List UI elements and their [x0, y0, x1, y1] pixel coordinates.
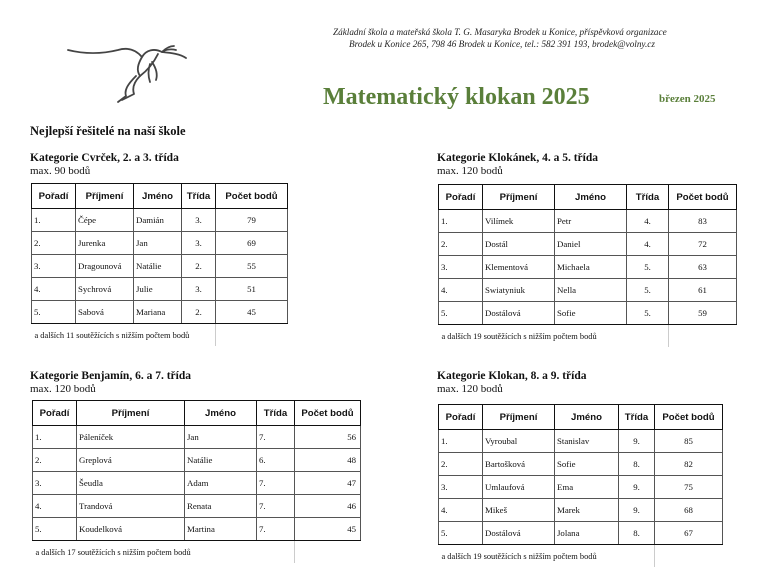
class-cell: 9. — [619, 499, 655, 522]
points-cell: 67 — [655, 522, 723, 545]
surname-cell: Klementová — [483, 256, 555, 279]
class-cell: 8. — [619, 453, 655, 476]
page-title: Matematický klokan 2025 — [323, 84, 590, 110]
note-row — [439, 325, 737, 348]
name-cell: Jan — [185, 426, 257, 449]
table-row — [32, 255, 288, 278]
school-name: Základní škola a mateřská škola T. G. Masaryka Brodek u Konice, příspěvková organizace — [333, 27, 667, 37]
rank-cell: 1. — [33, 426, 77, 449]
table-row — [33, 426, 361, 449]
table-row — [439, 476, 723, 499]
points-cell: 45 — [216, 301, 288, 324]
page-subtitle: Nejlepší řešitelé na naší škole — [30, 124, 186, 138]
surname-cell: Dostál — [483, 233, 555, 256]
col-name: Jméno — [555, 405, 619, 430]
col-rank: Pořadí — [33, 401, 77, 426]
more-participants-note: a dalších 17 soutěžících s nižším počtem bodů — [33, 541, 295, 564]
category-title: Kategorie Benjamín, 6. a 7. třída — [30, 370, 191, 382]
class-cell: 2. — [182, 301, 216, 324]
class-cell: 5. — [627, 279, 669, 302]
col-surname: Příjmení — [77, 401, 185, 426]
rank-cell: 2. — [439, 233, 483, 256]
name-cell: Natálie — [185, 449, 257, 472]
category-max: max. 90 bodů — [30, 165, 91, 177]
name-cell: Sofie — [555, 302, 627, 325]
points-cell: 63 — [669, 256, 737, 279]
class-cell: 6. — [257, 449, 295, 472]
name-cell: Natálie — [134, 255, 182, 278]
points-cell: 75 — [655, 476, 723, 499]
rank-cell: 2. — [439, 453, 483, 476]
class-cell: 9. — [619, 430, 655, 453]
name-cell: Sofie — [555, 453, 619, 476]
school-address: Brodek u Konice 265, 798 46 Brodek u Konice, tel.: 582 391 193, brodek@volny.cz — [349, 39, 655, 49]
results-table-klokan — [438, 404, 723, 567]
surname-cell: Mikeš — [483, 499, 555, 522]
class-cell: 9. — [619, 476, 655, 499]
points-cell: 82 — [655, 453, 723, 476]
name-cell: Michaela — [555, 256, 627, 279]
name-cell: Jolana — [555, 522, 619, 545]
name-cell: Petr — [555, 210, 627, 233]
rank-cell: 3. — [439, 476, 483, 499]
class-cell: 2. — [182, 255, 216, 278]
points-cell: 48 — [295, 449, 361, 472]
surname-cell: Čépe — [76, 209, 134, 232]
name-cell: Adam — [185, 472, 257, 495]
table-header — [439, 185, 737, 210]
name-cell: Jan — [134, 232, 182, 255]
rank-cell: 1. — [32, 209, 76, 232]
points-cell: 79 — [216, 209, 288, 232]
class-cell: 8. — [619, 522, 655, 545]
note-row — [439, 545, 723, 568]
rank-cell: 5. — [439, 302, 483, 325]
rank-cell: 3. — [33, 472, 77, 495]
table-row — [33, 518, 361, 541]
surname-cell: Vyroubal — [483, 430, 555, 453]
name-cell: Damián — [134, 209, 182, 232]
rank-cell: 5. — [33, 518, 77, 541]
surname-cell: Koudelková — [77, 518, 185, 541]
class-cell: 3. — [182, 232, 216, 255]
col-surname: Příjmení — [483, 185, 555, 210]
rank-cell: 2. — [33, 449, 77, 472]
more-participants-note: a dalších 19 soutěžících s nižším počtem bodů — [439, 325, 669, 348]
more-participants-note: a dalších 19 soutěžících s nižším počtem bodů — [439, 545, 655, 568]
class-cell: 7. — [257, 426, 295, 449]
page-date: březen 2025 — [659, 93, 716, 105]
rank-cell: 2. — [32, 232, 76, 255]
points-cell: 85 — [655, 430, 723, 453]
more-participants-note: a dalších 11 soutěžících s nižším počtem bodů — [32, 324, 216, 347]
table-row — [33, 472, 361, 495]
col-points: Počet bodů — [669, 185, 737, 210]
category-max: max. 120 bodů — [437, 165, 503, 177]
table-row — [439, 256, 737, 279]
table-row — [439, 233, 737, 256]
points-cell: 72 — [669, 233, 737, 256]
name-cell: Ema — [555, 476, 619, 499]
surname-cell: Šeudla — [77, 472, 185, 495]
surname-cell: Jurenka — [76, 232, 134, 255]
col-rank: Pořadí — [439, 185, 483, 210]
name-cell: Julie — [134, 278, 182, 301]
class-cell: 7. — [257, 472, 295, 495]
rank-cell: 4. — [32, 278, 76, 301]
table-row — [33, 449, 361, 472]
name-cell: Marek — [555, 499, 619, 522]
surname-cell: Bartošková — [483, 453, 555, 476]
category-title: Kategorie Klokánek, 4. a 5. třída — [437, 152, 598, 164]
col-class: Třída — [257, 401, 295, 426]
table-row — [32, 301, 288, 324]
col-name: Jméno — [185, 401, 257, 426]
points-cell: 59 — [669, 302, 737, 325]
category-title: Kategorie Cvrček, 2. a 3. třída — [30, 152, 179, 164]
rank-cell: 4. — [33, 495, 77, 518]
rank-cell: 5. — [439, 522, 483, 545]
name-cell: Nella — [555, 279, 627, 302]
col-rank: Pořadí — [439, 405, 483, 430]
surname-cell: Swiatyniuk — [483, 279, 555, 302]
surname-cell: Greplová — [77, 449, 185, 472]
table-row — [439, 522, 723, 545]
surname-cell: Vilímek — [483, 210, 555, 233]
rank-cell: 4. — [439, 279, 483, 302]
col-surname: Příjmení — [483, 405, 555, 430]
col-name: Jméno — [555, 185, 627, 210]
category-max: max. 120 bodů — [437, 383, 503, 395]
points-cell: 61 — [669, 279, 737, 302]
table-row — [439, 210, 737, 233]
note-row — [33, 541, 361, 564]
table-row — [439, 499, 723, 522]
col-points: Počet bodů — [295, 401, 361, 426]
surname-cell: Dostálová — [483, 302, 555, 325]
class-cell: 7. — [257, 518, 295, 541]
points-cell: 46 — [295, 495, 361, 518]
points-cell: 47 — [295, 472, 361, 495]
table-row — [439, 430, 723, 453]
col-class: Třída — [619, 405, 655, 430]
table-row — [439, 279, 737, 302]
table-row — [32, 232, 288, 255]
category-title: Kategorie Klokan, 8. a 9. třída — [437, 370, 587, 382]
kangaroo-logo-icon — [62, 40, 194, 104]
table-row — [33, 495, 361, 518]
class-cell: 4. — [627, 210, 669, 233]
class-cell: 7. — [257, 495, 295, 518]
table-header — [33, 401, 361, 426]
name-cell: Renata — [185, 495, 257, 518]
class-cell: 5. — [627, 302, 669, 325]
col-points: Počet bodů — [216, 184, 288, 209]
surname-cell: Páleníček — [77, 426, 185, 449]
col-rank: Pořadí — [32, 184, 76, 209]
surname-cell: Sychrová — [76, 278, 134, 301]
points-cell: 51 — [216, 278, 288, 301]
surname-cell: Dostálová — [483, 522, 555, 545]
name-cell: Daniel — [555, 233, 627, 256]
rank-cell: 3. — [439, 256, 483, 279]
points-cell: 45 — [295, 518, 361, 541]
surname-cell: Sabová — [76, 301, 134, 324]
surname-cell: Trandová — [77, 495, 185, 518]
category-max: max. 120 bodů — [30, 383, 96, 395]
rank-cell: 3. — [32, 255, 76, 278]
name-cell: Mariana — [134, 301, 182, 324]
col-name: Jméno — [134, 184, 182, 209]
name-cell: Martina — [185, 518, 257, 541]
points-cell: 68 — [655, 499, 723, 522]
results-table-cvrcek — [31, 183, 288, 346]
points-cell: 55 — [216, 255, 288, 278]
surname-cell: Dragounová — [76, 255, 134, 278]
points-cell: 69 — [216, 232, 288, 255]
col-surname: Příjmení — [76, 184, 134, 209]
class-cell: 3. — [182, 278, 216, 301]
results-table-klokanek — [438, 184, 737, 347]
rank-cell: 1. — [439, 210, 483, 233]
rank-cell: 5. — [32, 301, 76, 324]
table-row — [32, 278, 288, 301]
points-cell: 56 — [295, 426, 361, 449]
results-table-benjamin — [32, 400, 361, 563]
class-cell: 4. — [627, 233, 669, 256]
name-cell: Stanislav — [555, 430, 619, 453]
col-class: Třída — [627, 185, 669, 210]
table-row — [439, 302, 737, 325]
points-cell: 83 — [669, 210, 737, 233]
note-row — [32, 324, 288, 347]
table-header — [439, 405, 723, 430]
table-row — [439, 453, 723, 476]
col-class: Třída — [182, 184, 216, 209]
class-cell: 5. — [627, 256, 669, 279]
rank-cell: 4. — [439, 499, 483, 522]
table-header — [32, 184, 288, 209]
table-row — [32, 209, 288, 232]
surname-cell: Umlaufová — [483, 476, 555, 499]
col-points: Počet bodů — [655, 405, 723, 430]
rank-cell: 1. — [439, 430, 483, 453]
class-cell: 3. — [182, 209, 216, 232]
